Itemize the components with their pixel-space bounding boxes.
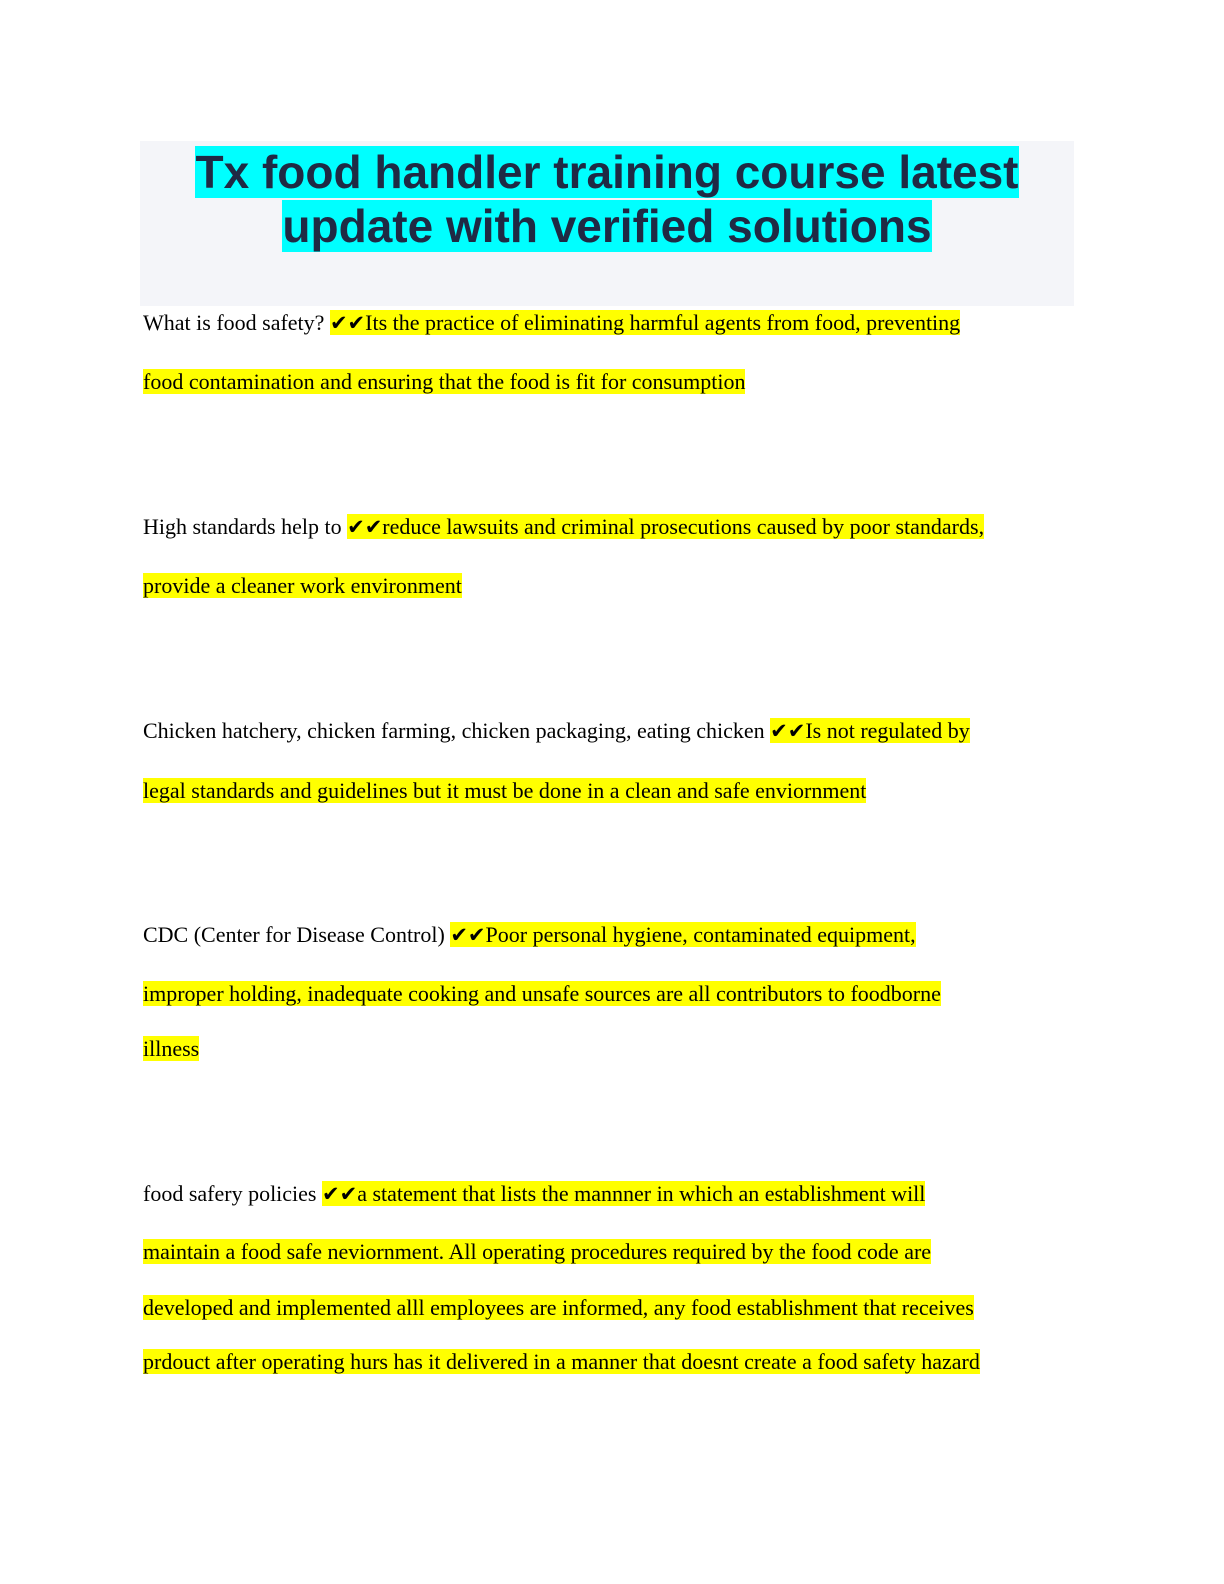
qa-line	[143, 573, 462, 599]
title-line-2: update with verified solutions	[282, 200, 932, 252]
answer-text: illness	[143, 1036, 200, 1061]
qa-line	[143, 369, 745, 395]
check-mark-icon: ✔✔	[770, 719, 806, 743]
answer-text: Is not regulated by	[805, 718, 970, 743]
question-text: What is food safety?	[143, 310, 330, 335]
question-text: food safery policies	[143, 1181, 322, 1206]
qa-line	[143, 981, 941, 1007]
title-banner	[140, 141, 1074, 306]
answer-highlight	[322, 1181, 925, 1206]
answer-text: Its the practice of eliminating harmful agents from food, preventing	[365, 310, 961, 335]
check-mark-icon: ✔✔	[347, 515, 383, 539]
answer-text: maintain a food safe neviornment. All operating procedures required by the food code are	[143, 1239, 932, 1264]
answer-text: a statement that lists the mannner in which an establishment will	[357, 1181, 926, 1206]
check-mark-icon: ✔✔	[450, 923, 486, 947]
qa-line	[143, 718, 970, 744]
answer-text: improper holding, inadequate cooking and unsafe sources are all contributors to foodborne	[143, 981, 941, 1006]
answer-text: food contamination and ensuring that the food is fit for consumption	[143, 369, 746, 394]
qa-line	[143, 310, 960, 336]
answer-text: Poor personal hygiene, contaminated equipment,	[485, 922, 916, 947]
question-text: Chicken hatchery, chicken farming, chicken packaging, eating chicken	[143, 718, 771, 743]
qa-line	[143, 1295, 974, 1321]
qa-line	[143, 1036, 199, 1062]
question-text: High standards help to	[143, 514, 348, 539]
answer-text: prdouct after operating hurs has it delivered in a manner that doesnt create a food safety hazard	[143, 1349, 980, 1374]
check-mark-icon: ✔✔	[322, 1182, 358, 1206]
title-line-1: Tx food handler training course latest	[195, 146, 1019, 198]
answer-text: provide a cleaner work environment	[143, 573, 462, 598]
qa-line	[143, 778, 866, 804]
qa-line	[143, 1181, 925, 1207]
qa-line	[143, 1349, 980, 1375]
qa-line	[143, 1239, 931, 1265]
answer-text: reduce lawsuits and criminal prosecutions caused by poor standards,	[382, 514, 985, 539]
answer-text: developed and implemented alll employees are informed, any food establishment that receives	[143, 1295, 974, 1320]
qa-line	[143, 514, 984, 540]
answer-highlight	[450, 922, 915, 947]
answer-highlight	[347, 514, 984, 539]
answer-highlight	[770, 718, 970, 743]
document-title	[140, 141, 1074, 253]
question-text: CDC (Center for Disease Control)	[143, 922, 451, 947]
answer-highlight	[330, 310, 960, 335]
check-mark-icon: ✔✔	[329, 311, 366, 335]
qa-line	[143, 922, 916, 948]
answer-text: legal standards and guidelines but it must be done in a clean and safe enviornment	[143, 778, 867, 803]
